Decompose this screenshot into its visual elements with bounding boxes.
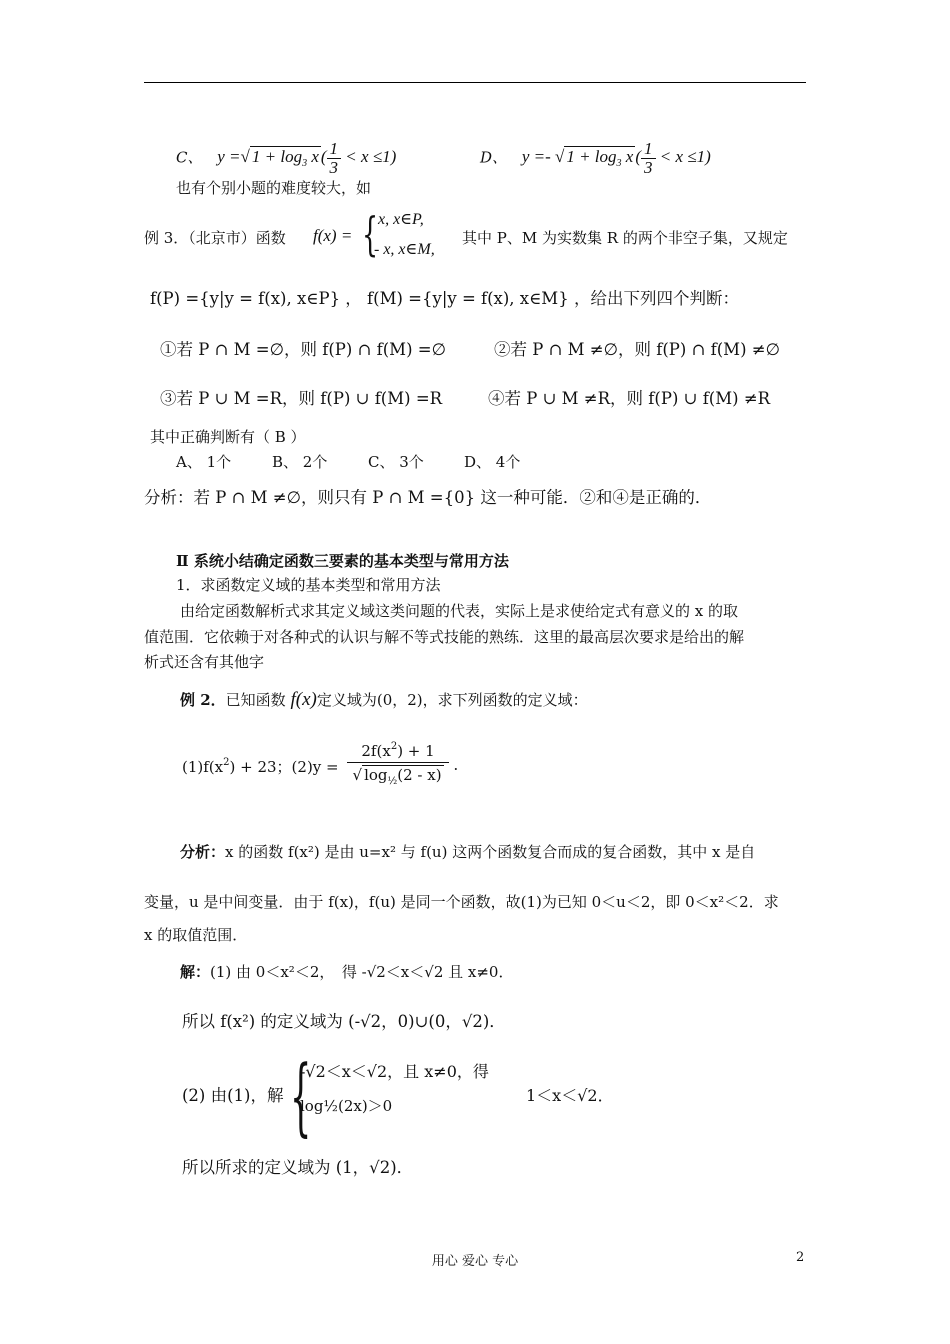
ex3-case-1: x, x∈P, [378,211,424,228]
ex2-fraction [347,738,448,791]
ex2-fx: f(x) [290,689,317,710]
header-rule [144,82,806,83]
ex2-solution-label: 解： [180,963,211,981]
ex2-solution-text-1: (1) 由 0＜x²＜2， 得 -√2＜x＜√2 且 x≠0． [210,963,514,981]
option-d-label: D、 [480,148,508,167]
ex2-fraction-denominator: √ $\log_{\frac{1}{2}}(2 - x)$ [352,766,442,787]
option-c-label: C、 [176,148,203,167]
ex2-question-end: ． [453,755,469,774]
ex3-analysis: 分析：若 P ∩ M ≠∅，则只有 P ∩ M ={0} 这一种可能．②和④是正确的． [144,488,712,507]
ex3-judgement-2: ②若 P ∩ M ≠∅，则 f(P) ∩ f(M) ≠∅ [494,340,780,359]
ex3-question: 其中正确判断有（ B ） [150,428,306,446]
ex2-solution-2: 所以 f(x²) 的定义域为 (-√2，0)∪(0，√2)． [182,1012,506,1031]
ex2-analysis-1 [180,842,755,862]
ex2-analysis-2: 变量，u 是中间变量．由于 f(x)，f(u) 是同一个函数，故(1)为已知 0＜u＜2，即 0＜x²＜2．求 [144,893,779,911]
ex3-piecewise-brace: { [362,207,379,261]
section-paragraph-line-1: 由给定函数解析式求其定义域这类问题的代表，实际上是求使给定式有意义的 x 的取 [180,602,738,620]
ex2-fraction-numerator: $2f(x^2) + 1$ [347,738,448,763]
ex2-solution-case-1: -√2＜x＜√2，且 x≠0，得 [300,1062,489,1081]
ex3-function-lhs: f(x) = [313,226,353,245]
ex3-judgement-1: ①若 P ∩ M =∅，则 f(P) ∩ f(M) =∅ [160,340,446,359]
footer-motto: 用心 爱心 专心 [431,1254,519,1269]
option-c [176,140,396,177]
section-heading: Ⅱ 系统小结确定函数三要素的基本类型与常用方法 [176,552,509,570]
option-d-expression: y =- √ $1 + \log_3 x$ ( $\frac{1}{3}$ < x ≤1) [521,139,711,177]
ex2-analysis-3: x 的取值范围． [144,926,248,944]
ex3-judgement-3: ③若 P ∪ M =R，则 f(P) ∪ f(M) =R [160,389,443,408]
option-d [480,140,711,177]
ex2-solution-4: 所以所求的定义域为 (1，√2)． [182,1158,414,1177]
ex2-analysis-text-1: x 的函数 f(x²) 是由 u=x² 与 f(u) 这两个函数复合而成的复合函数，其中 x 是自 [225,843,756,861]
section-paragraph-line-3: 析式还含有其他字 [144,653,265,671]
ex2-statement [180,690,588,710]
intro-line: 也有个别小题的难度较大，如 [176,179,372,197]
ex2-text-a: 已知函数 [225,691,286,709]
ex2-solution-case-2: log½(2x)＞0 [300,1097,393,1115]
ex2-analysis-label: 分析： [180,843,226,861]
ex3-choice-d: D、 4个 [464,453,521,471]
ex3-judgement-4: ④若 P ∪ M ≠R，则 f(P) ∪ f(M) ≠R [488,389,771,408]
ex3-tail: 其中 P、M 为实数集 R 的两个非空子集，又规定 [462,229,788,247]
ex3-choice-b: B、 2个 [272,453,328,471]
ex3-definitions: f(P) ={y|y = f(x), x∈P} ， f(M) ={y|y = f(x), x∈M} ，给出下列四个判断： [150,289,739,308]
ex2-solution-result: 1＜x＜√2． [526,1086,614,1105]
ex2-label: 例 2． [180,691,226,709]
ex3-choice-a: A、 1个 [176,453,232,471]
ex2-questions [182,738,468,791]
ex2-solution-3-prefix: (2) 由(1)，解 [182,1086,284,1105]
section-paragraph-line-2: 值范围．它依赖于对各种式的认识与解不等式技能的熟练．这里的最高层次要求是给出的解 [144,628,745,646]
ex3-choice-c: C、 3个 [368,453,424,471]
option-c-expression: y =√ $1 + \log_3 x$ ( $\frac{1}{3}$ < x ≤1) [217,139,397,177]
section-subheading: 1．求函数定义域的基本类型和常用方法 [176,576,441,594]
ex2-solution-brace: { [290,1047,312,1145]
page-number: 2 [796,1250,805,1265]
ex3-label: 例 3．（北京市）函数 [144,229,286,247]
ex2-text-b: 定义域为(0，2)，求下列函数的定义域： [316,691,588,709]
ex2-solution-1 [180,962,513,982]
ex3-case-2: - x, x∈M, [374,241,435,258]
ex2-question-1: $(1)f(x^2) + 23$；(2)y = [182,756,339,776]
